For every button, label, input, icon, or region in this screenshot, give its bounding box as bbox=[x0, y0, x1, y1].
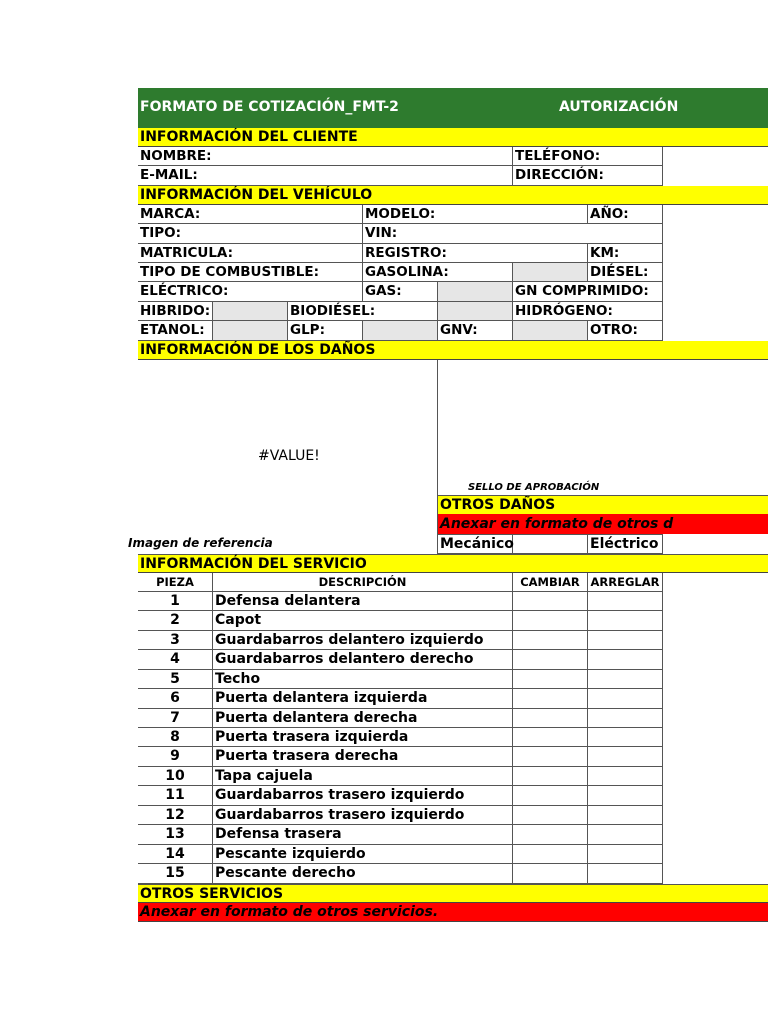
piece-number: 11 bbox=[138, 786, 213, 804]
piece-description: Puerta trasera izquierda bbox=[213, 728, 513, 746]
quote-form bbox=[128, 88, 768, 922]
form-header bbox=[138, 88, 768, 128]
repair-cell[interactable] bbox=[588, 786, 663, 804]
col-repair: ARREGLAR bbox=[588, 573, 663, 591]
replace-cell[interactable] bbox=[513, 825, 588, 843]
piece-description: Puerta delantera derecha bbox=[213, 709, 513, 727]
plate-label[interactable]: MATRICULA: bbox=[138, 244, 363, 262]
vehicle-row-1 bbox=[138, 205, 663, 224]
vehicle-section-title: INFORMACIÓN DEL VEHÍCULO bbox=[138, 186, 768, 205]
lpg-label: GLP: bbox=[288, 321, 363, 339]
damage-area bbox=[128, 360, 674, 554]
piece-number: 10 bbox=[138, 767, 213, 785]
other-damage-title: OTROS DAÑOS bbox=[438, 495, 768, 514]
table-row bbox=[138, 611, 663, 630]
gnv-label: GNV: bbox=[438, 321, 513, 339]
replace-cell[interactable] bbox=[513, 767, 588, 785]
approval-stamp-label: SELLO DE APROBACIÓN bbox=[468, 481, 600, 493]
client-grid bbox=[138, 147, 663, 186]
replace-cell[interactable] bbox=[513, 806, 588, 824]
service-rows bbox=[138, 592, 663, 884]
km-label[interactable]: KM: bbox=[588, 244, 663, 262]
piece-description: Defensa delantera bbox=[213, 592, 513, 610]
table-row bbox=[138, 845, 663, 864]
repair-cell[interactable] bbox=[588, 611, 663, 629]
piece-description: Pescante derecho bbox=[213, 864, 513, 882]
table-row bbox=[138, 864, 663, 883]
piece-description: Guardabarros trasero izquierdo bbox=[213, 806, 513, 824]
year-label[interactable]: AÑO: bbox=[588, 205, 663, 223]
client-row-2 bbox=[138, 166, 663, 185]
piece-number: 2 bbox=[138, 611, 213, 629]
piece-number: 14 bbox=[138, 845, 213, 863]
service-section-title: INFORMACIÓN DEL SERVICIO bbox=[138, 554, 768, 573]
piece-description: Guardabarros delantero izquierdo bbox=[213, 631, 513, 649]
client-section-title: INFORMACIÓN DEL CLIENTE bbox=[138, 128, 768, 147]
piece-description: Capot bbox=[213, 611, 513, 629]
replace-cell[interactable] bbox=[513, 864, 588, 882]
vehicle-row-5 bbox=[138, 282, 663, 301]
repair-cell[interactable] bbox=[588, 709, 663, 727]
other-damage-annex-text: Anexar en formato de otros d bbox=[440, 515, 674, 532]
table-row bbox=[138, 786, 663, 805]
piece-description: Puerta delantera izquierda bbox=[213, 689, 513, 707]
gnv-check[interactable] bbox=[513, 321, 588, 339]
lpg-check[interactable] bbox=[363, 321, 438, 339]
repair-cell[interactable] bbox=[588, 728, 663, 746]
name-label[interactable]: NOMBRE: bbox=[138, 147, 513, 165]
ethanol-label: ETANOL: bbox=[138, 321, 213, 339]
repair-cell[interactable] bbox=[588, 689, 663, 707]
model-label[interactable]: MODELO: bbox=[363, 205, 588, 223]
vehicle-row-6 bbox=[138, 302, 663, 321]
repair-cell[interactable] bbox=[588, 592, 663, 610]
piece-number: 12 bbox=[138, 806, 213, 824]
table-row bbox=[138, 825, 663, 844]
replace-cell[interactable] bbox=[513, 611, 588, 629]
biodiesel-label: BIODIÉSEL: bbox=[288, 302, 438, 320]
piece-number: 4 bbox=[138, 650, 213, 668]
table-row bbox=[138, 806, 663, 825]
replace-cell[interactable] bbox=[513, 709, 588, 727]
biodiesel-check[interactable] bbox=[438, 302, 513, 320]
type-label[interactable]: TIPO: bbox=[138, 224, 363, 242]
repair-cell[interactable] bbox=[588, 864, 663, 882]
col-description: DESCRIPCIÓN bbox=[213, 573, 513, 591]
brand-label[interactable]: MARCA: bbox=[138, 205, 363, 223]
client-row-1 bbox=[138, 147, 663, 166]
email-label[interactable]: E-MAIL: bbox=[138, 166, 513, 184]
hydrogen-label: HIDRÓGENO: bbox=[513, 302, 663, 320]
table-row bbox=[138, 650, 663, 669]
image-error-value: #VALUE! bbox=[258, 447, 320, 464]
piece-description: Tapa cajuela bbox=[213, 767, 513, 785]
registry-label[interactable]: REGISTRO: bbox=[363, 244, 588, 262]
reference-image-box[interactable] bbox=[138, 360, 438, 554]
col-replace: CAMBIAR bbox=[513, 573, 588, 591]
vehicle-row-7 bbox=[138, 321, 663, 340]
mechanic-check[interactable] bbox=[513, 535, 588, 553]
ethanol-check[interactable] bbox=[213, 321, 288, 339]
service-table bbox=[138, 573, 663, 884]
piece-number: 1 bbox=[138, 592, 213, 610]
hybrid-check[interactable] bbox=[213, 302, 288, 320]
vehicle-row-2 bbox=[138, 224, 663, 243]
other-services-annex: Anexar en formato de otros servicios. bbox=[138, 903, 768, 922]
repair-cell[interactable] bbox=[588, 631, 663, 649]
vehicle-row-3 bbox=[138, 244, 663, 263]
col-piece: PIEZA bbox=[138, 573, 213, 591]
address-label[interactable]: DIRECCIÓN: bbox=[513, 166, 663, 184]
table-row bbox=[138, 709, 663, 728]
piece-description: Puerta trasera derecha bbox=[213, 747, 513, 765]
other-fuel-label: OTRO: bbox=[588, 321, 663, 339]
table-row bbox=[138, 728, 663, 747]
mechanic-label: Mecánico bbox=[440, 535, 514, 552]
electric-label: ELÉCTRICO: bbox=[138, 282, 363, 300]
reference-image-caption: Imagen de referencia bbox=[128, 535, 273, 550]
service-header-row bbox=[138, 573, 663, 592]
replace-cell[interactable] bbox=[513, 689, 588, 707]
piece-description: Guardabarros delantero derecho bbox=[213, 650, 513, 668]
piece-description: Techo bbox=[213, 670, 513, 688]
repair-cell[interactable] bbox=[588, 806, 663, 824]
damage-section-title: INFORMACIÓN DE LOS DAÑOS bbox=[138, 341, 768, 360]
table-row bbox=[138, 631, 663, 650]
repair-cell[interactable] bbox=[588, 767, 663, 785]
table-row bbox=[138, 670, 663, 689]
table-row bbox=[138, 592, 663, 611]
authorization-title: AUTORIZACIÓN bbox=[559, 99, 679, 115]
diesel-label: DIÉSEL: bbox=[588, 263, 663, 281]
piece-number: 8 bbox=[138, 728, 213, 746]
piece-number: 3 bbox=[138, 631, 213, 649]
repair-cell[interactable] bbox=[588, 650, 663, 668]
other-services-title: OTROS SERVICIOS bbox=[138, 884, 768, 903]
piece-number: 13 bbox=[138, 825, 213, 843]
replace-cell[interactable] bbox=[513, 650, 588, 668]
replace-cell[interactable] bbox=[513, 786, 588, 804]
replace-cell[interactable] bbox=[513, 670, 588, 688]
repair-cell[interactable] bbox=[588, 747, 663, 765]
piece-description: Pescante izquierdo bbox=[213, 845, 513, 863]
gas-check[interactable] bbox=[438, 282, 513, 300]
repair-cell[interactable] bbox=[588, 670, 663, 688]
vehicle-row-4 bbox=[138, 263, 663, 282]
cng-label: GN COMPRIMIDO: bbox=[513, 282, 663, 300]
replace-cell[interactable] bbox=[513, 631, 588, 649]
repair-cell[interactable] bbox=[588, 825, 663, 843]
piece-number: 5 bbox=[138, 670, 213, 688]
gasoline-label: GASOLINA: bbox=[363, 263, 513, 281]
vin-label[interactable]: VIN: bbox=[363, 224, 663, 242]
replace-cell[interactable] bbox=[513, 728, 588, 746]
repair-cell[interactable] bbox=[588, 845, 663, 863]
piece-number: 15 bbox=[138, 864, 213, 882]
piece-number: 7 bbox=[138, 709, 213, 727]
fuel-type-label: TIPO DE COMBUSTIBLE: bbox=[138, 263, 363, 281]
other-damage-annex bbox=[438, 514, 768, 534]
table-row bbox=[138, 747, 663, 766]
gasoline-check[interactable] bbox=[513, 263, 588, 281]
replace-cell[interactable] bbox=[513, 845, 588, 863]
table-row bbox=[138, 689, 663, 708]
piece-description: Defensa trasera bbox=[213, 825, 513, 843]
piece-number: 6 bbox=[138, 689, 213, 707]
gas-label: GAS: bbox=[363, 282, 438, 300]
replace-cell[interactable] bbox=[513, 747, 588, 765]
piece-description: Guardabarros trasero izquierdo bbox=[213, 786, 513, 804]
hybrid-label: HIBRIDO: bbox=[138, 302, 213, 320]
piece-number: 9 bbox=[138, 747, 213, 765]
vehicle-grid bbox=[138, 205, 663, 341]
table-row bbox=[138, 767, 663, 786]
phone-label[interactable]: TELÉFONO: bbox=[513, 147, 663, 165]
form-title: FORMATO DE COTIZACIÓN_FMT-2 bbox=[140, 99, 399, 115]
electric-damage-label: Eléctrico bbox=[588, 535, 663, 553]
replace-cell[interactable] bbox=[513, 592, 588, 610]
damage-type-row bbox=[438, 534, 663, 554]
